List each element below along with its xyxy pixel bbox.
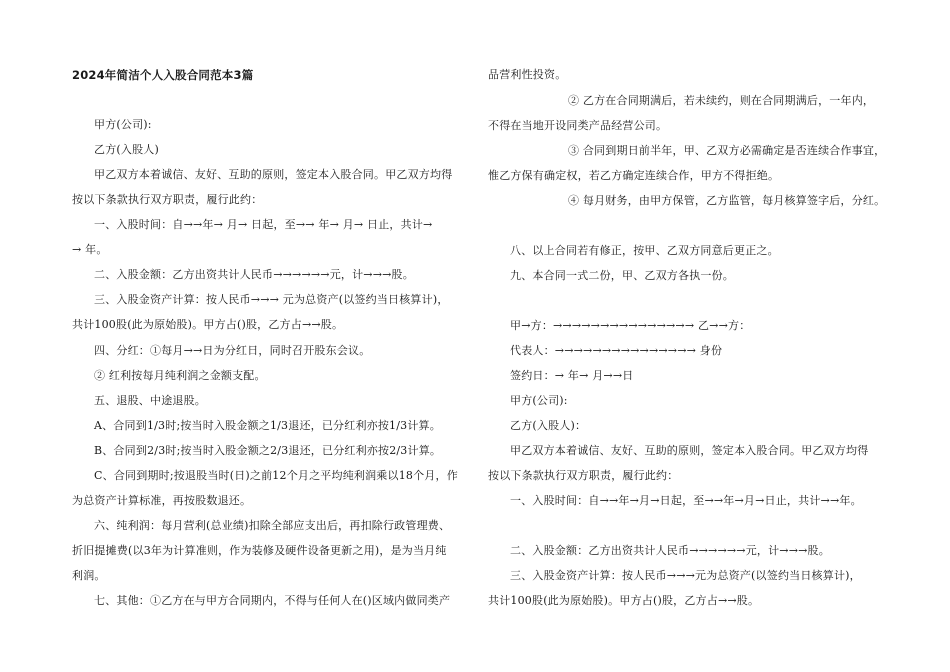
clause-5-c: C、合同到期时;按退股当时(日)之前12个月之平均纯利润乘以18个月，作 [94, 469, 458, 482]
clause-2: 二、入股金额：乙方出资共计人民币→→→→→→元，计→→→股。 [510, 544, 830, 557]
clause-5: 五、退股、中途退股。 [94, 394, 206, 407]
clause-4: 四、分红：①每月→→日为分红日，同时召开股东会议。 [94, 344, 371, 357]
clause-3: 三、入股金资产计算：按人民币→→→元为总资产(以签约当日核算计)， [510, 569, 861, 582]
signature-date: 签约日：→ 年→ 月→→日 [510, 369, 634, 382]
clause-7-item-4: ④ 每月财务，由甲方保管，乙方监管，每月核算签字后，分红。 [568, 194, 886, 207]
clause-1-cont: → 年。 [72, 243, 108, 256]
paragraph-line: 甲乙双方本着诚信、友好、互助的原则，签定本入股合同。甲乙双方均得 [510, 444, 869, 457]
clause-3-cont: 共计100股(此为原始股)。甲方占()股，乙方占→→股。 [72, 318, 344, 331]
document-title: 2024年简洁个人入股合同范本3篇 [72, 68, 254, 82]
clause-6-cont: 利润。 [72, 569, 106, 582]
clause-3: 三、入股金资产计算：按人民币→→→ 元为总资产(以签约当日核算计)， [94, 293, 449, 306]
clause-1: 一、入股时间：自→→年→ 月→ 日起，至→→ 年→ 月→ 日止，共计→ [94, 218, 433, 231]
clause-3-cont: 共计100股(此为原始股)。甲方占()股，乙方占→→股。 [488, 594, 760, 607]
paragraph-line: 按以下条款执行双方职责，履行此约： [72, 193, 263, 206]
party-b-label: 乙方(入股人) [94, 143, 159, 156]
clause-2: 二、入股金额：乙方出资共计人民币→→→→→→元，计→→→股。 [94, 268, 414, 281]
clause-7-cont: 品营利性投资。 [488, 68, 567, 81]
clause-7-item-3-cont: 惟乙方保有确定权，若乙方确定连续合作，甲方不得拒绝。 [488, 169, 780, 182]
clause-5-c-cont: 为总资产计算标准，再按股数退还。 [72, 494, 252, 507]
clause-7-item-3: ③ 合同到期日前半年，甲、乙双方必需确定是否连续合作事宜， [568, 144, 886, 157]
clause-9: 九、本合同一式二份，甲、乙双方各执一份。 [510, 269, 734, 282]
paragraph-line: 按以下条款执行双方职责，履行此约： [488, 469, 679, 482]
party-a-label: 甲方(公司): [510, 394, 568, 407]
signature-parties: 甲→方：→→→→→→→→→→→→→→→ 乙→→方： [510, 319, 751, 332]
clause-5-b: B、合同到2/3时;按当时入股金额之2/3退还，已分红利亦按2/3计算。 [94, 444, 442, 457]
clause-6-cont: 折旧提摊费(以3年为计算准则，作为装修及硬件设备更新之用)，是为当月纯 [72, 544, 447, 557]
clause-8: 八、以上合同若有修正，按甲、乙双方同意后更正之。 [510, 244, 779, 257]
clause-4-item: ② 红利按每月纯利润之金额支配。 [94, 369, 266, 382]
clause-7: 七、其他：①乙方在与甲方合同期内，不得与任何人在()区域内做同类产 [94, 594, 451, 607]
clause-7-item-2: ② 乙方在合同期满后，若未续约，则在合同期满后，一年内， [568, 94, 875, 107]
signature-representative: 代表人：→→→→→→→→→→→→→→→ 身份 [510, 344, 723, 357]
clause-5-a: A、合同到1/3时;按当时入股金额之1/3退还，已分红利亦按1/3计算。 [94, 419, 441, 432]
party-a-label: 甲方(公司): [94, 118, 152, 131]
clause-6: 六、纯利润：每月营利(总业绩)扣除全部应支出后，再扣除行政管理费、 [94, 519, 451, 532]
party-b-label: 乙方(入股人)： [510, 419, 587, 432]
clause-1: 一、入股时间：自→→年→月→日起，至→→年→月→日止，共计→→年。 [510, 494, 862, 507]
clause-7-item-2-cont: 不得在当地开设同类产品经营公司。 [488, 119, 668, 132]
paragraph-line: 甲乙双方本着诚信、友好、互助的原则，签定本入股合同。甲乙双方均得 [94, 168, 453, 181]
